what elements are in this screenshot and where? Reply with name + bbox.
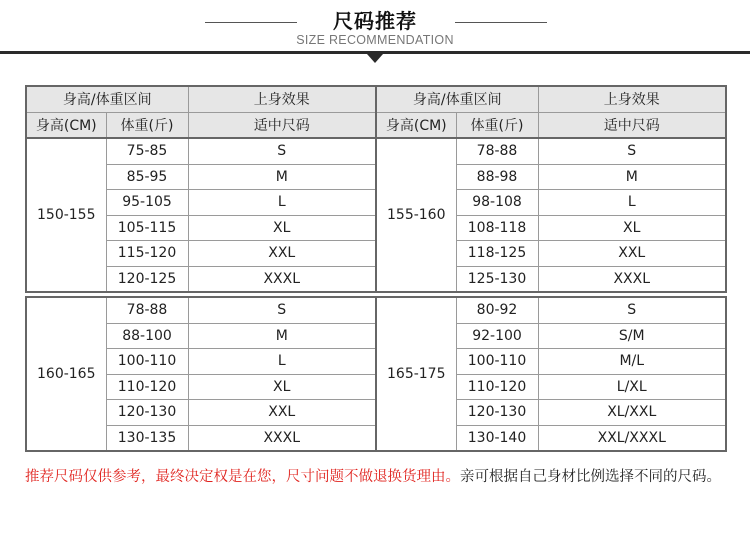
size-cell: XXL	[188, 241, 376, 267]
size-table-top	[25, 85, 727, 293]
weight-cell: 98-108	[456, 190, 538, 216]
height-range-cell: 150-155	[26, 138, 106, 292]
size-cell: XXXL	[188, 425, 376, 451]
weight-cell: 125-130	[456, 266, 538, 292]
weight-cell: 100-110	[456, 349, 538, 375]
size-cell: M	[538, 164, 726, 190]
header-cell: 身高(CM)	[376, 112, 456, 138]
size-cell: S/M	[538, 323, 726, 349]
weight-cell: 118-125	[456, 241, 538, 267]
height-range-cell: 155-160	[376, 138, 456, 292]
weight-cell: 78-88	[456, 138, 538, 164]
header-cell: 身高/体重区间	[376, 86, 538, 112]
size-cell: L	[538, 190, 726, 216]
size-cell: XXXL	[538, 266, 726, 292]
size-cell: XL/XXL	[538, 400, 726, 426]
table-header-row	[26, 112, 726, 138]
weight-cell: 85-95	[106, 164, 188, 190]
size-cell: L	[188, 190, 376, 216]
header-cell: 上身效果	[538, 86, 726, 112]
size-cell: M	[188, 164, 376, 190]
header-cell: 适中尺码	[188, 112, 376, 138]
weight-cell: 110-120	[106, 374, 188, 400]
size-cell: XXL	[188, 400, 376, 426]
table-header-row	[26, 86, 726, 112]
height-range-cell: 160-165	[26, 297, 106, 451]
weight-cell: 115-120	[106, 241, 188, 267]
weight-cell: 105-115	[106, 215, 188, 241]
header-cell: 适中尺码	[538, 112, 726, 138]
weight-cell: 120-130	[106, 400, 188, 426]
weight-cell: 92-100	[456, 323, 538, 349]
weight-cell: 120-130	[456, 400, 538, 426]
header-cell: 体重(斤)	[456, 112, 538, 138]
disclaimer-warning-text: 推荐尺码仅供参考，最终决定权是在您，尺寸问题不做退换货理由。	[25, 469, 460, 485]
height-range-cell: 165-175	[376, 297, 456, 451]
page-subtitle: SIZE RECOMMENDATION	[296, 33, 454, 47]
header-notch-arrow	[367, 54, 383, 63]
size-cell: S	[188, 297, 376, 323]
size-cell: XL	[188, 374, 376, 400]
header-cell: 上身效果	[188, 86, 376, 112]
page-title: 尺码推荐	[333, 9, 417, 33]
size-cell: M	[188, 323, 376, 349]
weight-cell: 100-110	[106, 349, 188, 375]
weight-cell: 108-118	[456, 215, 538, 241]
weight-cell: 120-125	[106, 266, 188, 292]
size-table-bottom	[25, 296, 727, 452]
size-disclaimer	[25, 465, 725, 489]
weight-cell: 130-135	[106, 425, 188, 451]
size-cell: S	[538, 297, 726, 323]
section-header	[0, 0, 750, 70]
size-cell: XL	[188, 215, 376, 241]
header-cell: 身高/体重区间	[26, 86, 188, 112]
size-cell: XL	[538, 215, 726, 241]
weight-cell: 95-105	[106, 190, 188, 216]
title-divider-right	[455, 22, 547, 23]
header-cell: 身高(CM)	[26, 112, 106, 138]
weight-cell: 75-85	[106, 138, 188, 164]
header-cell: 体重(斤)	[106, 112, 188, 138]
table-row	[26, 138, 726, 164]
size-cell: M/L	[538, 349, 726, 375]
size-cell: XXL	[538, 241, 726, 267]
weight-cell: 78-88	[106, 297, 188, 323]
size-cell: XXXL	[188, 266, 376, 292]
size-cell: S	[188, 138, 376, 164]
size-cell: L/XL	[538, 374, 726, 400]
size-cell: XXL/XXXL	[538, 425, 726, 451]
weight-cell: 130-140	[456, 425, 538, 451]
weight-cell: 110-120	[456, 374, 538, 400]
size-cell: L	[188, 349, 376, 375]
disclaimer-advice-text: 亲可根据自己身材比例选择不同的尺码。	[460, 469, 721, 485]
weight-cell: 80-92	[456, 297, 538, 323]
size-cell: S	[538, 138, 726, 164]
weight-cell: 88-98	[456, 164, 538, 190]
weight-cell: 88-100	[106, 323, 188, 349]
table-row	[26, 297, 726, 323]
